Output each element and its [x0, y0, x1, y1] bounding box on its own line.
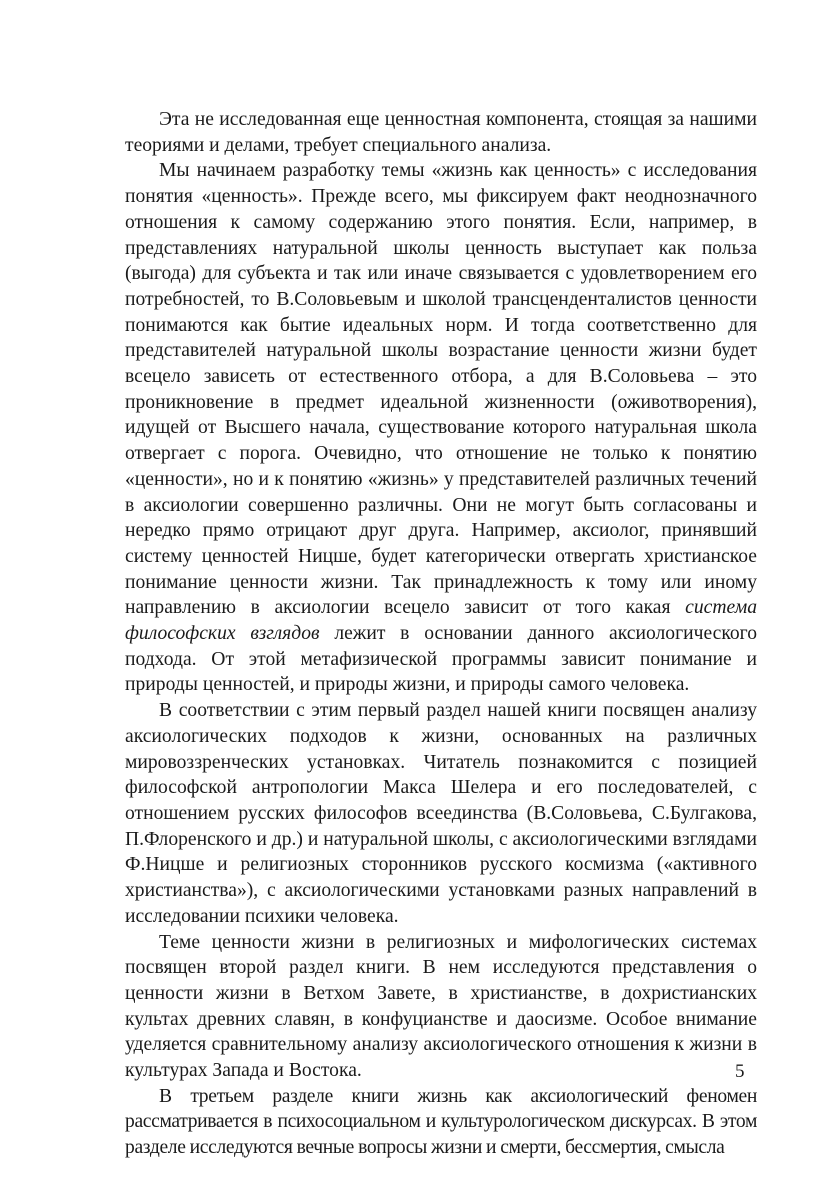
paragraph-3: В соответствии с этим первый раздел нашей книги посвящен анализу аксиологических подходов к жизни, основанных на различных мировоззренческих установках. Читатель познакомится с позицией философской антропологии Макса Шелера и его последователей, с отношением русских философов всеединства (В.Соловьева, С.Булгакова, П.Флоренского и др.) и натуральной школы, с аксиологическими взглядами Ф.Ницше и религиозных сторонников русского космизма («активного христианства»), с аксиологическими установками разных направлений в исследовании психики человека. [125, 700, 757, 927]
paragraph-5: В третьем разделе книги жизнь как аксиологический феномен рассматривается в психосоциальном и культурологическом дискурсах. В этом разделе исследуются вечные вопросы жизни и смерти, бессмертия, смысла [125, 1085, 757, 1159]
paragraph-2-text-start: Мы начинаем разработку темы «жизнь как ценность» с исследования понятия «ценность». Прежде всего, мы фиксируем факт неоднозначного отношения к самому содержанию этого понятия. Если, например, в представлениях натуральной школы ценность выступает как польза (выгода) для субъекта и так или иначе связывается с удовлетворением его потребностей, то В.Соловьевым и школой трансценденталистов ценности понимаются как бытие идеальных норм. И тогда соответственно для представителей натуральной школы возрастание ценности жизни будет всецело зависеть от естественного отбора, а для В.Соловьева – это проникновение в предмет идеальной жизненности (оживотворения), идущей от Высшего начала, существование которого натуральная школа отвергает с порога. Очевидно, что отношение не только к понятию «ценности», но и к понятию «жизнь» у представителей различных течений в аксиологии совершенно различны. Они не могут быть согласованы и нередко прямо отрицают друг друга. Например, аксиолог, принявший систему ценностей Ницше, будет категорически отвергать христианское понимание ценности жизни. Так принадлежность к тому или иному направлению в аксиологии всецело зависит от того какая [125, 160, 757, 619]
italic-phrase: система философских взглядов [125, 597, 757, 645]
page-number: 5 [735, 1061, 745, 1082]
paragraph-1: Эта не исследованная еще ценностная компонента, стоящая за нашими теориями и делами, требует специального анализа. [125, 109, 757, 156]
paragraph-2 [125, 158, 757, 698]
body-text [125, 107, 757, 1161]
paragraph-2-text-end: лежит в основании данного аксиологического подхода. От этой метафизической программы зависит понимание и природы ценностей, и природы жизни, и природы самого человека. [125, 623, 757, 696]
paragraph-4: Теме ценности жизни в религиозных и мифологических системах посвящен второй раздел книги. В нем исследуются представления о ценности жизни в Ветхом Завете, в христианстве, в дохристианских культах древних славян, в конфуцианстве и даосизме. Особое внимание уделяется сравнительному анализу аксиологического отношения к жизни в культурах Запада и Востока. [125, 931, 757, 1082]
